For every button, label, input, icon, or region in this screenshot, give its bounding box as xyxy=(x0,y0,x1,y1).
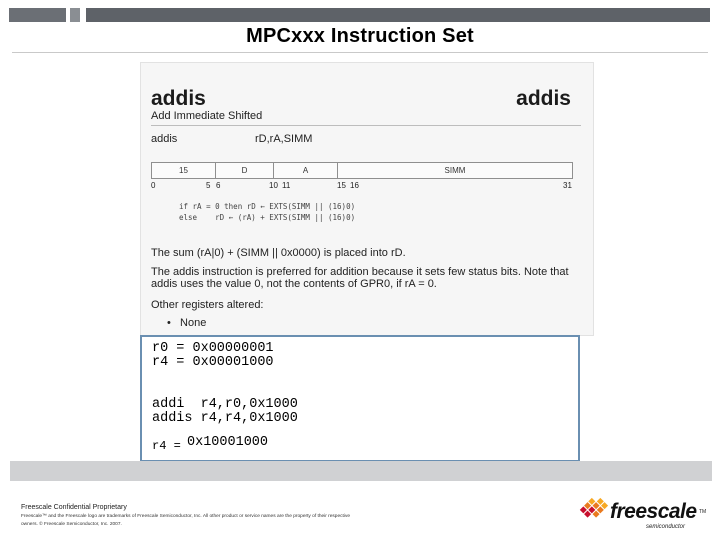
encoding-field-d: D xyxy=(216,163,274,178)
description-usage: The addis instruction is preferred for addition because it sets few status bits. Note that addis uses the value 0, not the contents of GPR0, if rA = 0. xyxy=(151,266,569,290)
bit-label: 15 xyxy=(337,181,346,190)
encoding-diagram xyxy=(151,162,573,179)
top-bar-segment xyxy=(9,8,66,22)
syntax-operands: rD,rA,SIMM xyxy=(255,133,313,145)
bit-label: 11 xyxy=(282,181,291,190)
pseudocode-block xyxy=(179,201,355,223)
bit-positions xyxy=(151,181,575,191)
result-label: r4 = xyxy=(152,439,181,453)
bit-label: 5 xyxy=(206,181,211,190)
description-sum: The sum (rA|0) + (SIMM || 0x0000) is placed into rD. xyxy=(151,247,406,259)
pseudocode-line: if rA = 0 then rD ← EXTS(SIMM || (16)0) xyxy=(179,202,356,211)
slide-title: MPCxxx Instruction Set xyxy=(246,25,474,47)
freescale-logo xyxy=(566,490,712,534)
bit-label: 31 xyxy=(563,181,572,190)
syntax-mnemonic: addis xyxy=(151,133,178,145)
confidential-notice: Freescale Confidential Proprietary xyxy=(21,504,127,511)
register-init-r4: r4 = 0x00001000 xyxy=(152,355,274,370)
encoding-field-a: A xyxy=(274,163,338,178)
result-value: 0x10001000 xyxy=(187,435,269,450)
mnemonic-heading: addis xyxy=(151,87,206,110)
manual-page-image xyxy=(140,62,594,336)
title-divider xyxy=(12,52,708,53)
top-bar-segment xyxy=(86,8,710,22)
logo-trademark: TM xyxy=(699,509,707,515)
pseudocode-line: else rD ← (rA) + EXTS(SIMM || (16)0) xyxy=(179,213,356,222)
bit-label: 16 xyxy=(350,181,359,190)
logo-tagline: semiconductor xyxy=(646,524,686,530)
instruction-subtitle: Add Immediate Shifted xyxy=(151,110,263,122)
encoding-field-simm: SIMM xyxy=(444,166,466,175)
mnemonic-heading-right: addis xyxy=(516,87,571,110)
encoding-field-opcode: 15 xyxy=(152,163,216,178)
legal-notice: Freescale™ and the Freescale logo are trademarks of Freescale Semiconductor, Inc. All other product or service names are the property of their respective owners. © Freescale Semiconductor, Inc. 2007. xyxy=(21,514,351,527)
other-registers-text: None xyxy=(180,317,207,329)
top-decorative-bar xyxy=(0,0,720,22)
logo-wordmark: freescale xyxy=(610,500,697,523)
bit-label: 0 xyxy=(151,181,156,190)
example-code-box xyxy=(140,335,580,462)
instruction-addi: addi r4,r0,0x1000 xyxy=(152,397,298,412)
register-init-r0: r0 = 0x00000001 xyxy=(152,341,274,356)
manual-divider xyxy=(151,125,581,126)
bit-label: 6 xyxy=(216,181,221,190)
freescale-logo-icon xyxy=(566,490,612,534)
instruction-addis: addis r4,r4,0x1000 xyxy=(152,411,298,426)
other-registers-label: Other registers altered: xyxy=(151,299,264,311)
top-bar-segment xyxy=(70,8,80,22)
other-registers-value: • None xyxy=(167,317,207,329)
bottom-decorative-bar xyxy=(10,461,712,481)
bit-label: 10 xyxy=(269,181,278,190)
